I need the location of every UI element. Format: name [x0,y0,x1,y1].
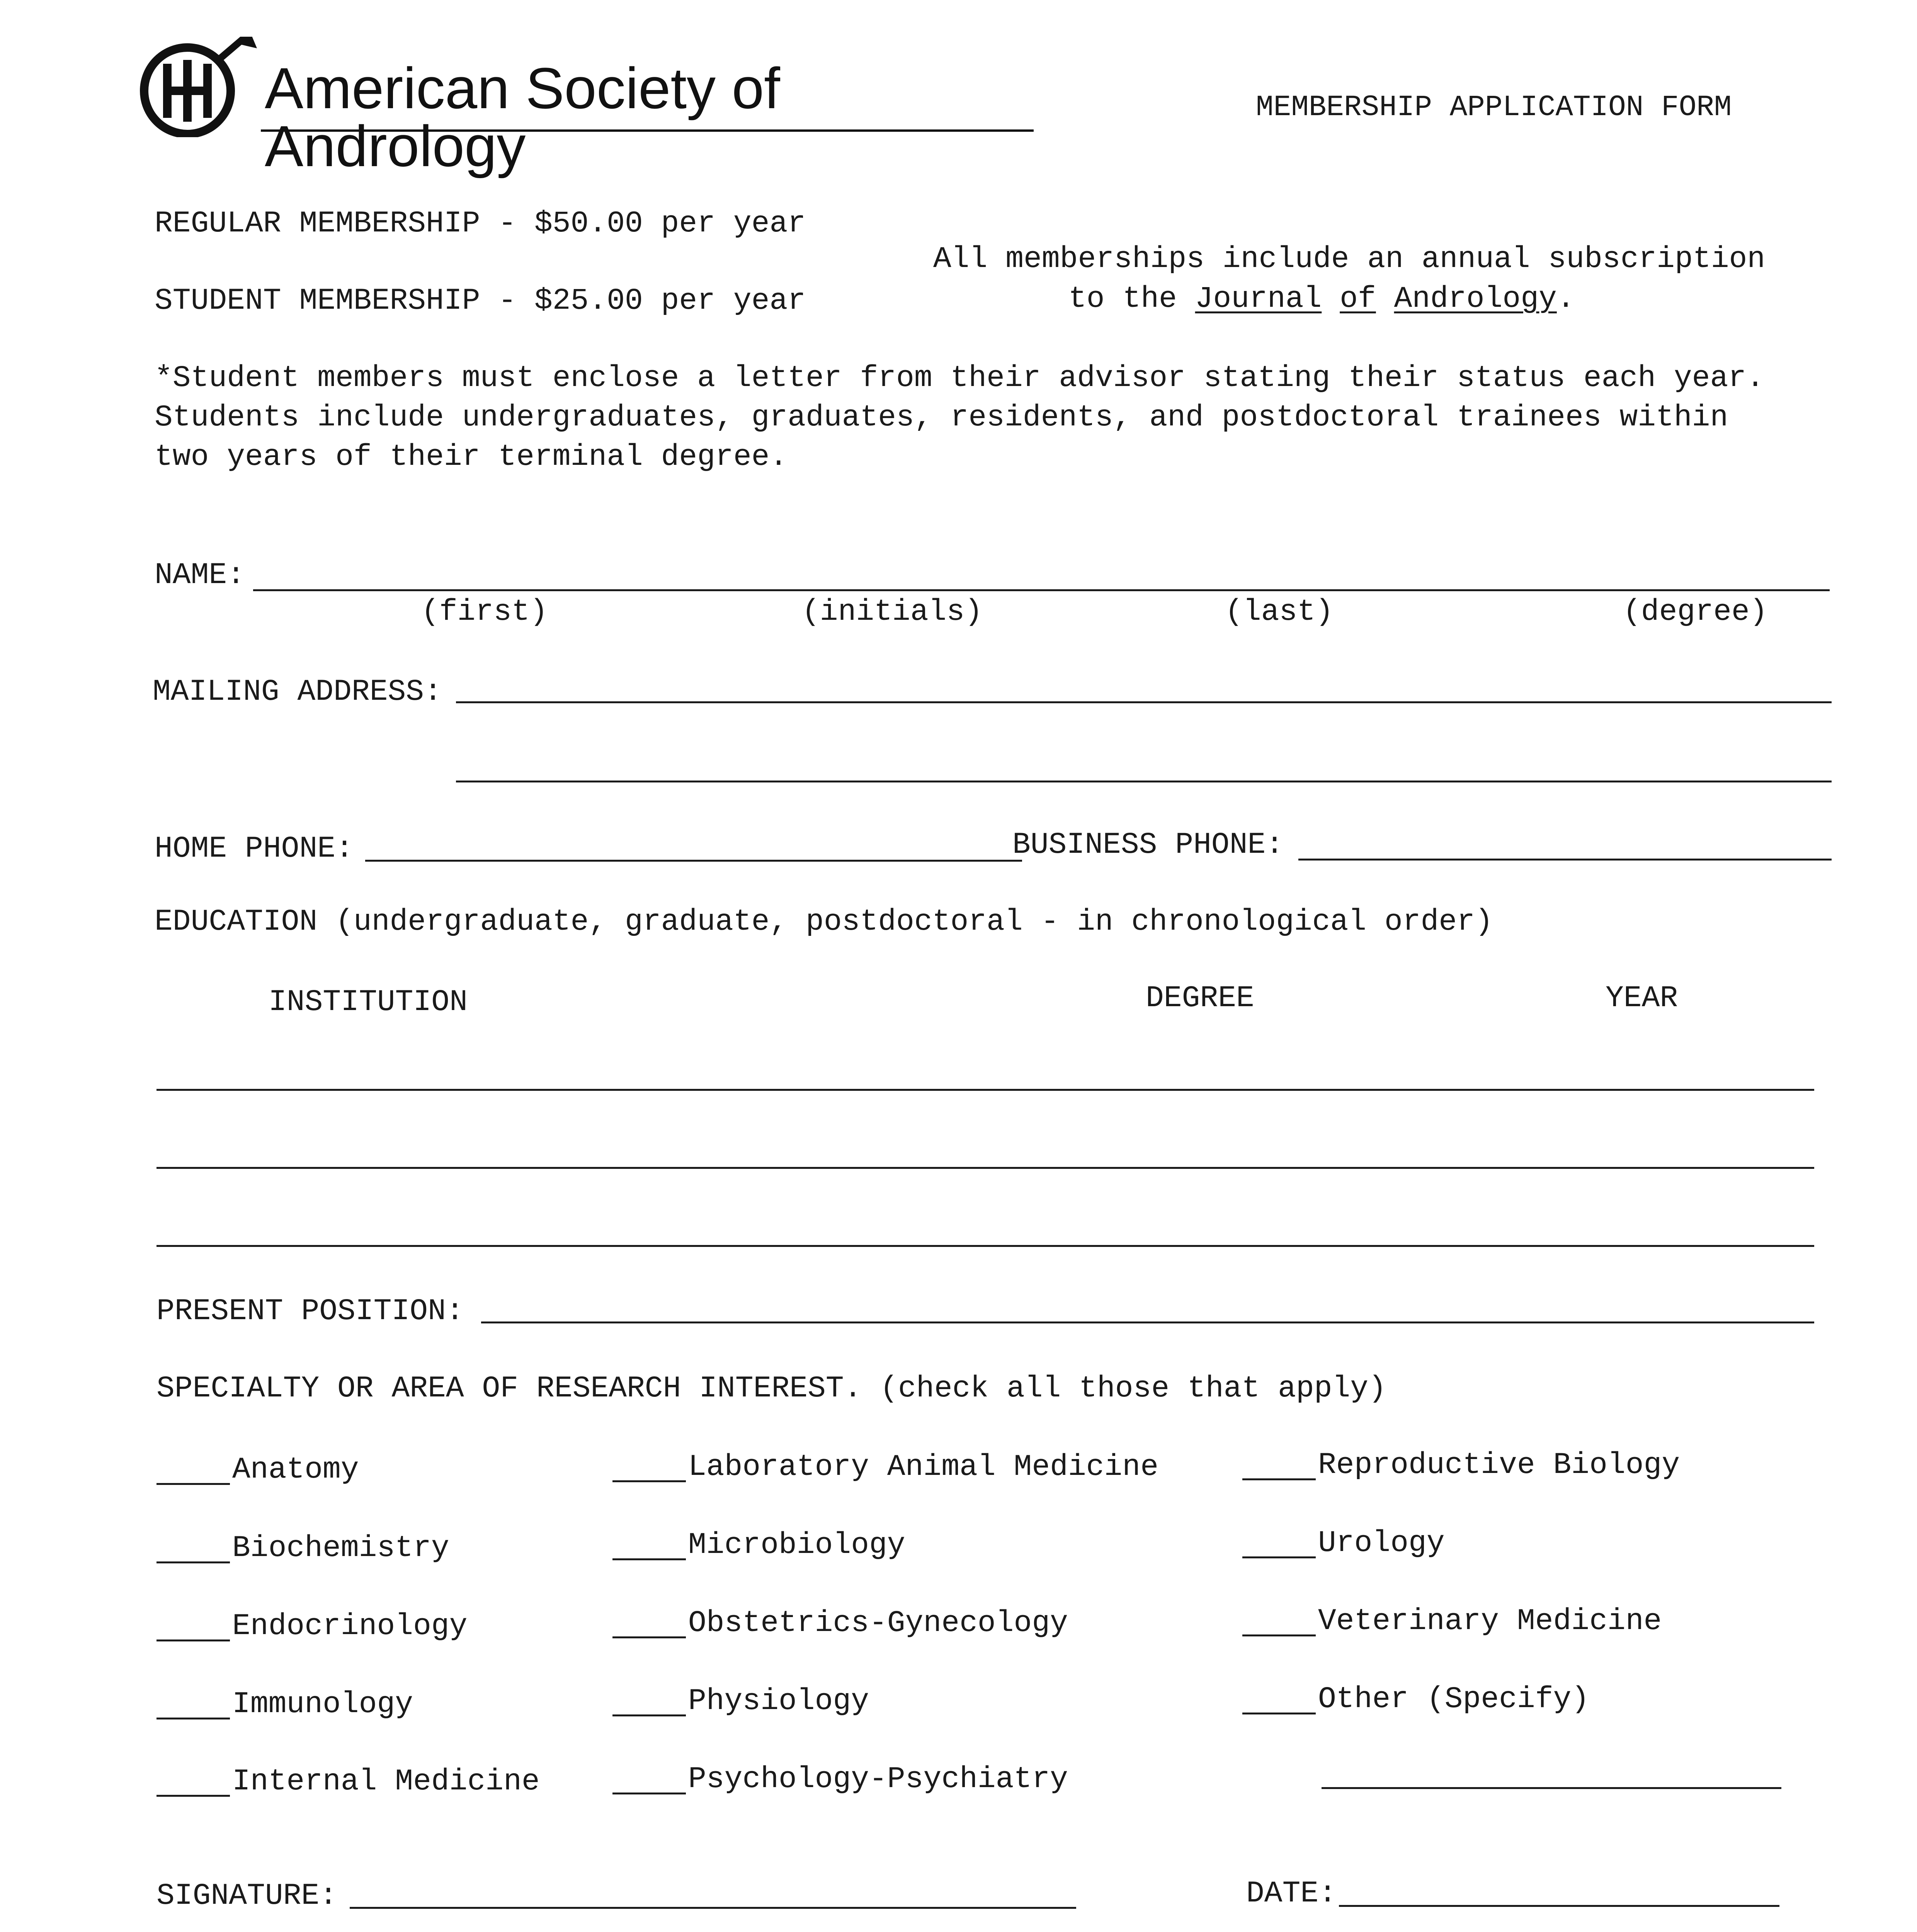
education-label: EDUCATION (undergraduate, graduate, postdoctoral - in chronological order) [155,905,1493,939]
specialty-option[interactable] [156,1767,540,1797]
checkbox-blank[interactable] [612,1765,686,1794]
specialty-option-label: Physiology [688,1684,869,1718]
specialty-option[interactable] [1242,1528,1445,1558]
student-note-line3: two years of their terminal degree. [155,440,788,474]
home-phone-label: HOME PHONE: [155,832,354,866]
mailing-address-label: MAILING ADDRESS: [153,675,442,709]
checkbox-blank[interactable] [156,1534,230,1563]
col-degree: DEGREE [1146,981,1254,1015]
home-phone-line[interactable] [365,860,1022,862]
education-line-2[interactable] [156,1167,1814,1169]
regular-membership-fee: REGULAR MEMBERSHIP - $50.00 per year [155,207,806,241]
name-label: NAME: [155,558,245,592]
present-position-label: PRESENT POSITION: [156,1294,464,1328]
society-logo-header [133,37,1034,179]
mailing-address-line-2[interactable] [456,781,1832,782]
specialty-option[interactable] [1242,1606,1662,1636]
specialty-option-label: Endocrinology [232,1609,468,1643]
specialty-option[interactable] [612,1686,869,1716]
specialty-option-label: Obstetrics-Gynecology [688,1606,1068,1640]
form-title: MEMBERSHIP APPLICATION FORM [1256,91,1732,124]
specialty-option-label: Reproductive Biology [1318,1448,1680,1482]
asa-emblem-icon [133,37,265,137]
specialty-option[interactable] [612,1530,905,1560]
note-prefix: to the [1068,282,1177,316]
specialty-option[interactable] [1242,1684,1589,1714]
specialty-option-label: Veterinary Medicine [1318,1604,1662,1638]
specialty-option[interactable] [612,1452,1158,1482]
checkbox-blank[interactable] [612,1687,686,1716]
present-position-line[interactable] [481,1321,1814,1323]
specialty-option[interactable] [612,1764,1068,1794]
student-membership-fee: STUDENT MEMBERSHIP - $25.00 per year [155,284,806,318]
logo-underline [261,129,1034,132]
checkbox-blank[interactable] [612,1609,686,1638]
specialty-option-label: Anatomy [232,1453,359,1487]
specialty-option-label: Microbiology [688,1528,905,1562]
checkbox-blank[interactable] [1242,1529,1316,1558]
specialty-option-label: Internal Medicine [232,1765,540,1799]
specialty-option[interactable] [156,1455,359,1485]
name-first-caption: (first) [421,595,548,629]
subscription-note-line2 [1068,284,1575,314]
col-institution: INSTITUTION [269,985,468,1019]
signature-label: SIGNATURE: [156,1879,338,1913]
col-year: YEAR [1606,981,1678,1015]
name-last-caption: (last) [1225,595,1334,629]
checkbox-blank[interactable] [156,1768,230,1797]
business-phone-label: BUSINESS PHONE: [1012,828,1284,862]
specialty-option-label: Immunology [232,1687,413,1721]
note-suffix: . [1556,282,1575,316]
specialty-option-label: Laboratory Animal Medicine [688,1450,1158,1484]
name-input-line[interactable] [253,589,1830,591]
signature-line[interactable] [350,1907,1076,1909]
other-specify-line[interactable] [1322,1787,1781,1789]
date-label: DATE: [1246,1877,1337,1911]
checkbox-blank[interactable] [156,1612,230,1641]
name-initials-caption: (initials) [802,595,983,629]
journal-word-1: Journal [1195,282,1322,316]
journal-word-2: of [1340,282,1376,316]
subscription-note-line1: All memberships include an annual subscription [933,242,1766,276]
specialty-option[interactable] [156,1689,413,1719]
checkbox-blank[interactable] [1242,1451,1316,1480]
checkbox-blank[interactable] [612,1453,686,1482]
date-line[interactable] [1339,1905,1779,1907]
checkbox-blank[interactable] [1242,1607,1316,1636]
org-name: American Society of Andrology [265,56,780,179]
checkbox-blank[interactable] [1242,1685,1316,1714]
specialty-option[interactable] [1242,1450,1680,1480]
mailing-address-line-1[interactable] [456,701,1832,703]
student-note-line2: Students include undergraduates, graduates, residents, and postdoctoral trainees within [155,401,1728,435]
specialty-option-label: Other (Specify) [1318,1682,1590,1716]
specialty-option-label: Biochemistry [232,1531,449,1565]
specialty-option-label: Urology [1318,1526,1445,1560]
checkbox-blank[interactable] [156,1456,230,1485]
education-line-3[interactable] [156,1245,1814,1247]
specialty-option-label: Psychology-Psychiatry [688,1762,1068,1796]
journal-word-3: Andrology [1394,282,1557,316]
education-line-1[interactable] [156,1089,1814,1091]
checkbox-blank[interactable] [156,1690,230,1719]
student-note-line1: *Student members must enclose a letter from their advisor stating their status each year. [155,361,1764,395]
checkbox-blank[interactable] [612,1531,686,1560]
business-phone-line[interactable] [1298,859,1832,861]
specialty-option[interactable] [612,1608,1068,1638]
specialty-option[interactable] [156,1611,468,1641]
specialty-option[interactable] [156,1533,449,1563]
specialty-label: SPECIALTY OR AREA OF RESEARCH INTEREST. (check all those that apply) [156,1372,1386,1406]
name-degree-caption: (degree) [1623,595,1768,629]
